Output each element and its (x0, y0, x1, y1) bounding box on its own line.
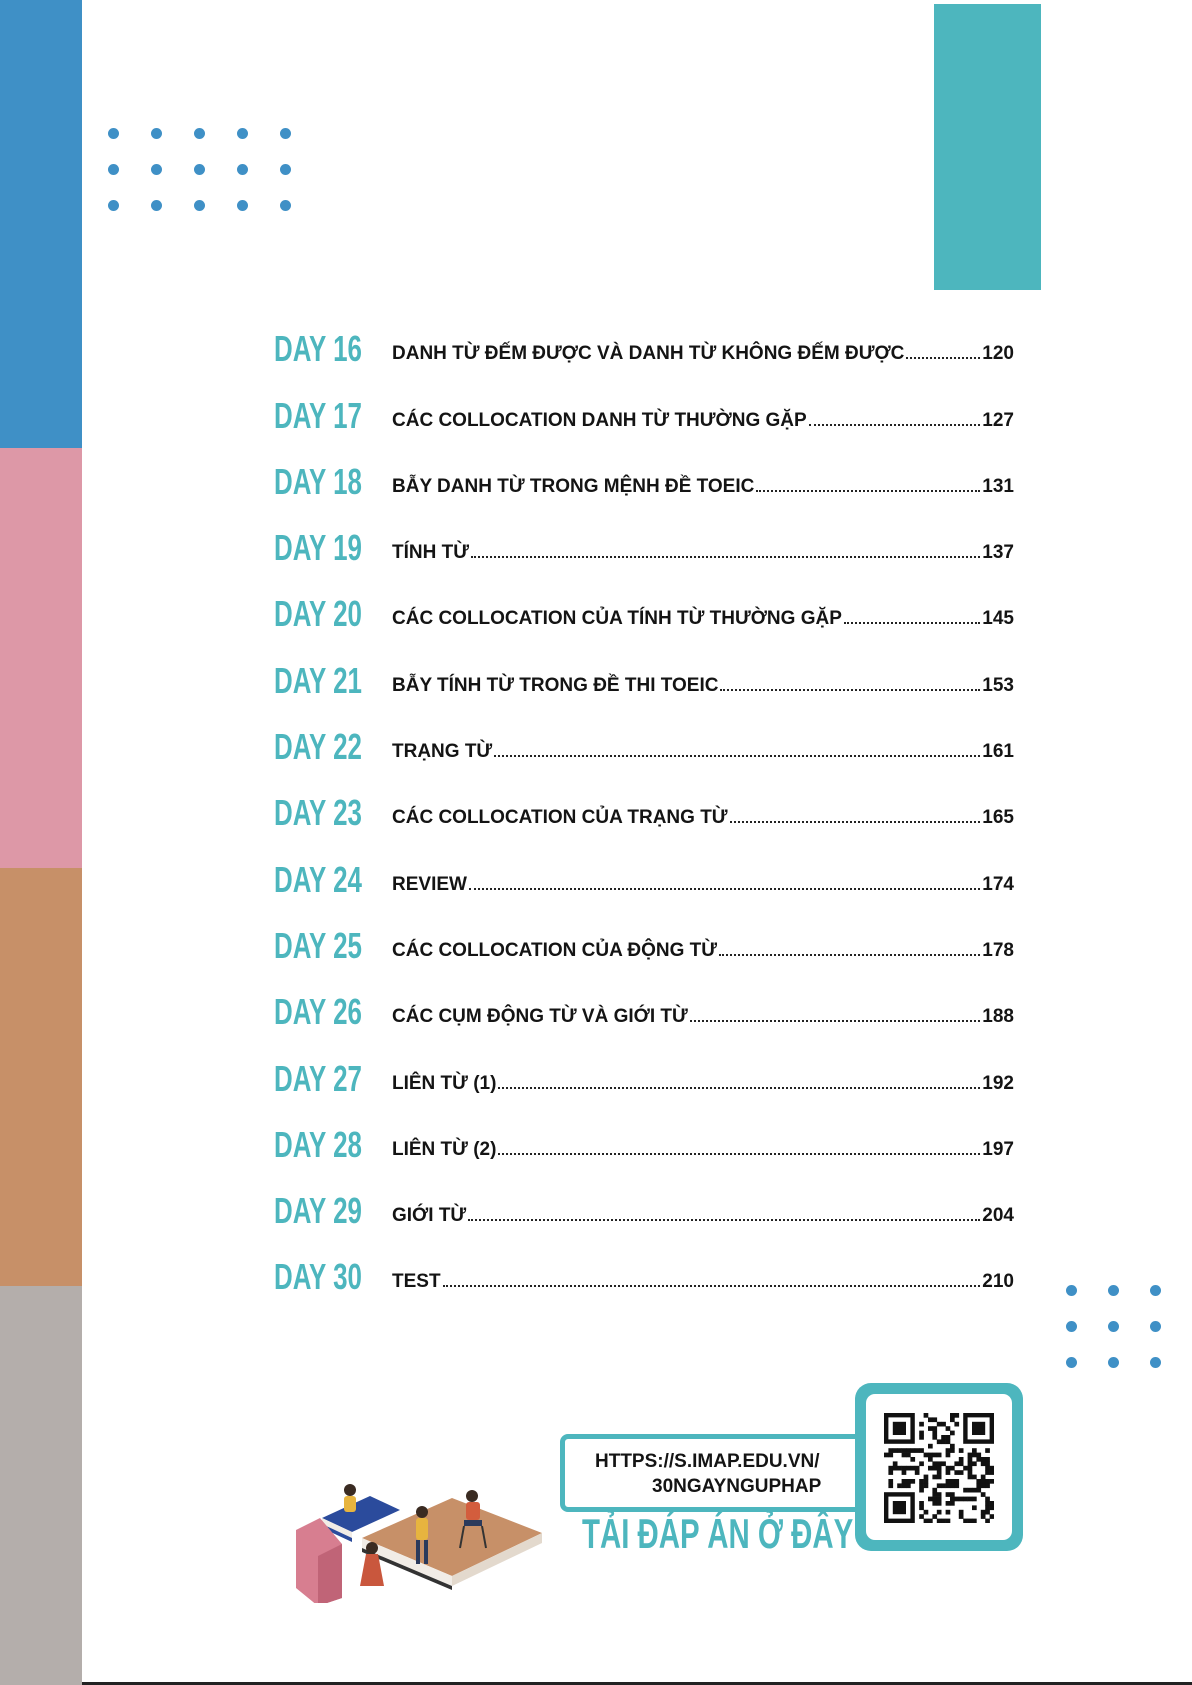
toc-dot-leader (468, 1219, 980, 1221)
decorative-dot (108, 164, 119, 175)
toc-entry (392, 1205, 1014, 1227)
decorative-dot (1150, 1321, 1161, 1332)
toc-dot-leader (690, 1020, 981, 1022)
toc-entry (392, 410, 1014, 432)
toc-title: REVIEW (392, 873, 467, 895)
decorative-dot (1066, 1285, 1077, 1296)
decorative-dot (1108, 1285, 1119, 1296)
download-url-line-1: HTTPS://S.IMAP.EDU.VN/ (595, 1451, 820, 1472)
toc-page-number: 153 (982, 674, 1014, 696)
download-url-line-2: 30NGAYNGUPHAP (652, 1476, 822, 1497)
toc-day-label: DAY 25 (274, 924, 362, 966)
toc-entry (392, 1073, 1014, 1095)
side-stripe-brown (0, 868, 82, 1286)
side-stripe-blue (0, 0, 82, 448)
dot-pattern-top (108, 128, 291, 211)
decorative-dot (1150, 1285, 1161, 1296)
toc-dot-leader (498, 1153, 980, 1155)
toc-day-label: DAY 27 (274, 1057, 362, 1099)
toc-day-label: DAY 18 (274, 460, 362, 502)
download-answers-cta: TẢI ĐÁP ÁN Ở ĐÂY (582, 1510, 854, 1557)
toc-page-number: 192 (982, 1072, 1014, 1094)
toc-title: CÁC COLLOCATION DANH TỪ THƯỜNG GẶP (392, 409, 807, 431)
toc-dot-leader (498, 1087, 980, 1089)
toc-row[interactable] (274, 438, 1014, 504)
toc-title: LIÊN TỪ (2) (392, 1138, 497, 1160)
toc-row[interactable] (274, 703, 1014, 769)
decorative-dot (194, 200, 205, 211)
toc-row[interactable] (274, 504, 1014, 570)
toc-entry (392, 542, 1014, 564)
toc-page-number: 210 (982, 1271, 1014, 1293)
decorative-dot (151, 164, 162, 175)
toc-title: CÁC COLLOCATION CỦA TÍNH TỪ THƯỜNG GẶP (392, 608, 842, 630)
toc-row[interactable] (274, 1101, 1014, 1167)
decorative-dot (194, 164, 205, 175)
toc-row[interactable] (274, 835, 1014, 901)
toc-page-number: 178 (982, 939, 1014, 961)
toc-dot-leader (494, 755, 980, 757)
toc-page-number: 174 (982, 873, 1014, 895)
toc-row[interactable] (274, 968, 1014, 1034)
toc-entry (392, 476, 1014, 498)
toc-title: CÁC CỤM ĐỘNG TỪ VÀ GIỚI TỪ (392, 1006, 688, 1028)
decorative-dot (194, 128, 205, 139)
toc-page-number: 188 (982, 1006, 1014, 1028)
toc-day-label: DAY 29 (274, 1190, 362, 1232)
toc-day-label: DAY 21 (274, 659, 362, 701)
dot-pattern-right (1066, 1285, 1161, 1368)
decorative-dot (1108, 1321, 1119, 1332)
decorative-dot (1066, 1321, 1077, 1332)
toc-entry (392, 741, 1014, 763)
toc-dot-leader (730, 821, 981, 823)
toc-dot-leader (443, 1285, 981, 1287)
decorative-dot (237, 164, 248, 175)
toc-entry (392, 1139, 1014, 1161)
decorative-dot (151, 200, 162, 211)
toc-day-label: DAY 16 (274, 328, 362, 370)
toc-page-number: 197 (982, 1138, 1014, 1160)
toc-title: CÁC COLLOCATION CỦA TRẠNG TỪ (392, 807, 728, 829)
toc-dot-leader (809, 424, 981, 426)
toc-day-label: DAY 28 (274, 1123, 362, 1165)
toc-row[interactable] (274, 371, 1014, 437)
toc-page-number: 161 (982, 741, 1014, 763)
decorative-dot (151, 128, 162, 139)
toc-entry (392, 807, 1014, 829)
toc-entry (392, 874, 1014, 896)
toc-title: LIÊN TỪ (1) (392, 1072, 497, 1094)
side-stripe-gray (0, 1286, 82, 1685)
decorative-dot (280, 164, 291, 175)
toc-page-number: 131 (982, 475, 1014, 497)
toc-page-number: 165 (982, 807, 1014, 829)
toc-dot-leader (906, 357, 980, 359)
decorative-dot (108, 200, 119, 211)
toc-row[interactable] (274, 305, 1014, 371)
toc-row[interactable] (274, 636, 1014, 702)
toc-dot-leader (719, 954, 980, 956)
toc-entry (392, 343, 1014, 365)
toc-day-label: DAY 20 (274, 593, 362, 635)
toc-entry (392, 940, 1014, 962)
toc-dot-leader (469, 888, 980, 890)
toc-title: BẪY TÍNH TỪ TRONG ĐỀ THI TOEIC (392, 674, 719, 696)
decorative-dot (1066, 1357, 1077, 1368)
people-on-books-illustration (292, 1478, 542, 1608)
toc-title: GIỚI TỪ (392, 1205, 467, 1227)
toc-page-number: 127 (982, 409, 1014, 431)
toc-row[interactable] (274, 570, 1014, 636)
toc-row[interactable] (274, 1034, 1014, 1100)
toc-title: TRẠNG TỪ (392, 741, 493, 763)
toc-dot-leader (844, 622, 980, 624)
toc-dot-leader (756, 490, 980, 492)
toc-title: TEST (392, 1271, 441, 1293)
toc-page-number: 145 (982, 608, 1014, 630)
decorative-dot (237, 128, 248, 139)
decorative-dot (108, 128, 119, 139)
toc-day-label: DAY 24 (274, 858, 362, 900)
toc-title: DANH TỪ ĐẾM ĐƯỢC VÀ DANH TỪ KHÔNG ĐẾM ĐƯỢC (392, 343, 905, 365)
toc-entry (392, 675, 1014, 697)
toc-day-label: DAY 22 (274, 726, 362, 768)
toc-day-label: DAY 30 (274, 1256, 362, 1298)
toc-day-label: DAY 19 (274, 527, 362, 569)
toc-title: CÁC COLLOCATION CỦA ĐỘNG TỪ (392, 939, 718, 961)
qr-code-frame (855, 1383, 1023, 1551)
toc-row[interactable] (274, 902, 1014, 968)
toc-page-number: 120 (982, 343, 1014, 365)
decorative-dot (280, 200, 291, 211)
toc-title: BẪY DANH TỪ TRONG MỆNH ĐỀ TOEIC (392, 475, 755, 497)
toc-row[interactable] (274, 1167, 1014, 1233)
side-stripe-pink (0, 448, 82, 868)
toc-day-label: DAY 23 (274, 792, 362, 834)
decorative-dot (237, 200, 248, 211)
download-url-box[interactable] (560, 1434, 873, 1512)
decorative-dot (1108, 1357, 1119, 1368)
toc-row[interactable] (274, 1233, 1014, 1299)
toc-day-label: DAY 17 (274, 394, 362, 436)
teal-accent-block (934, 4, 1041, 290)
decorative-dot (280, 128, 291, 139)
toc-title: TÍNH TỪ (392, 542, 469, 564)
toc-dot-leader (471, 556, 980, 558)
qr-code-icon[interactable] (884, 1413, 994, 1523)
toc-entry (392, 1006, 1014, 1028)
table-of-contents (274, 305, 1014, 1299)
toc-dot-leader (720, 689, 980, 691)
toc-day-label: DAY 26 (274, 991, 362, 1033)
toc-page-number: 137 (982, 542, 1014, 564)
toc-page-number: 204 (982, 1205, 1014, 1227)
toc-entry (392, 608, 1014, 630)
toc-entry (392, 1271, 1014, 1293)
decorative-dot (1150, 1357, 1161, 1368)
toc-row[interactable] (274, 769, 1014, 835)
